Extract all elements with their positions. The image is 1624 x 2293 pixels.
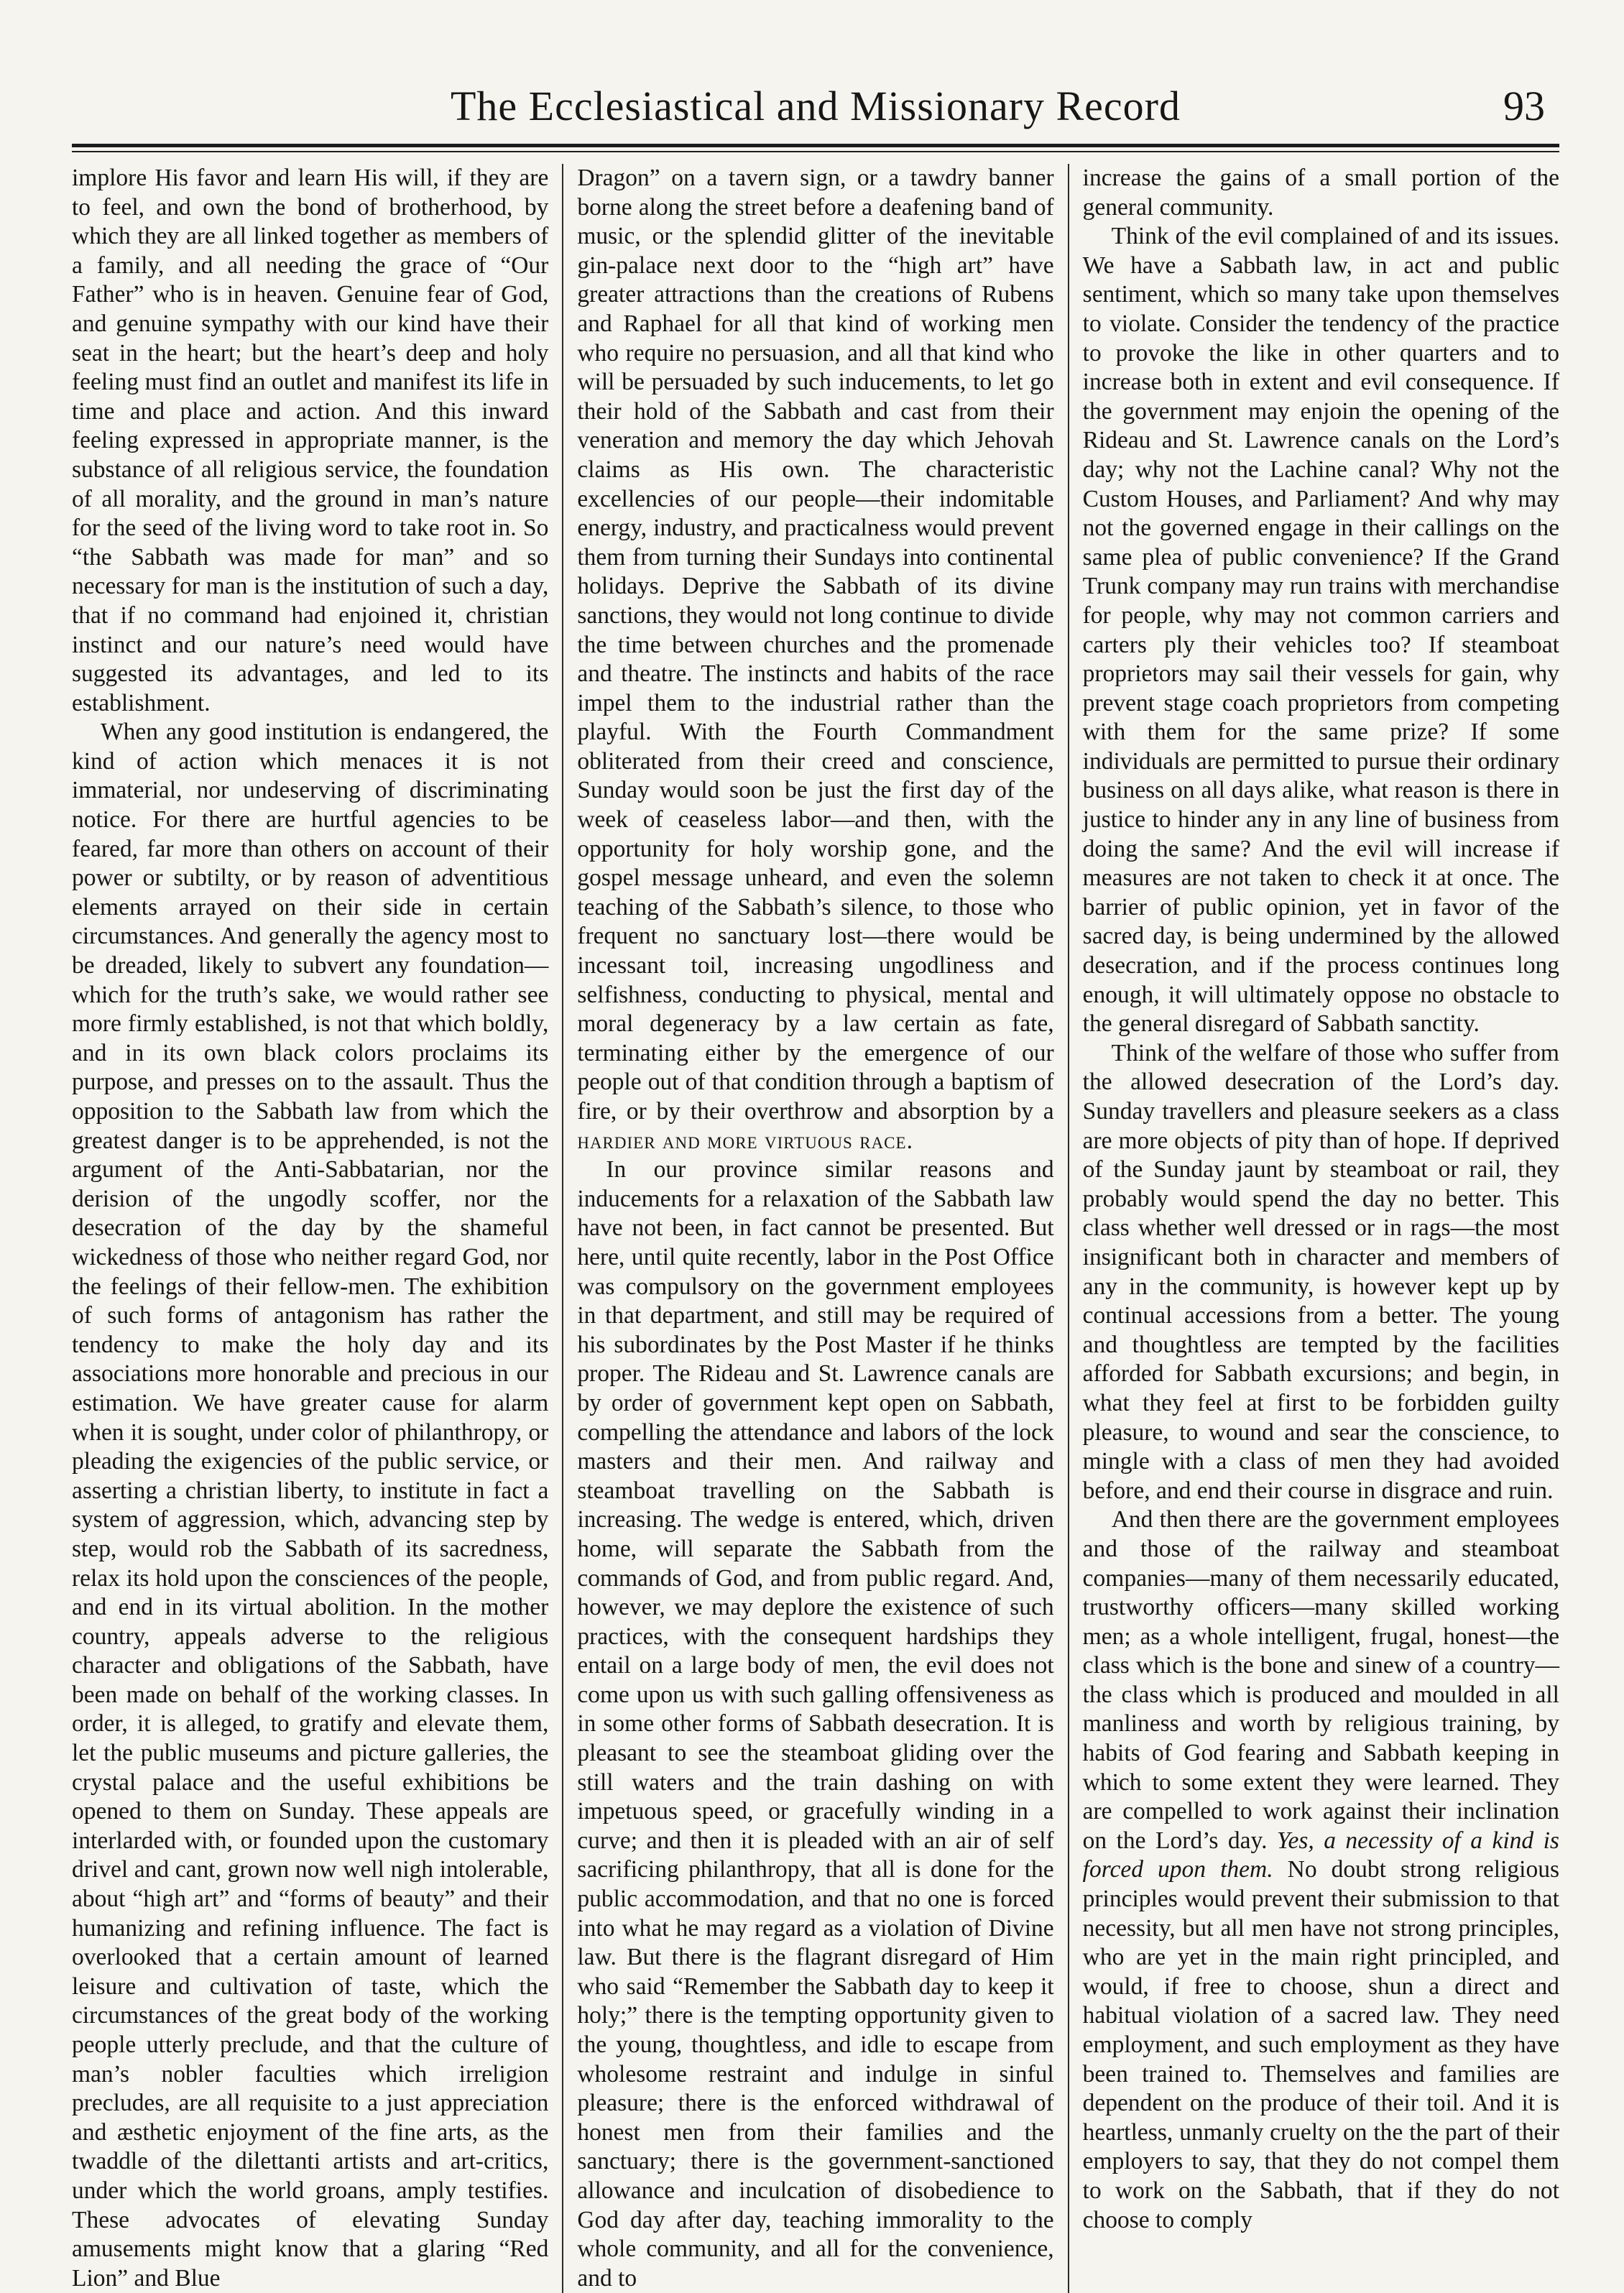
paragraph: Think of the welfare of those who suffer from the allowed desecration of the Lord’s day. Sunday travellers and pleasure seekers as a class are more objects of pity than of hope. If deprived of the Sunday jaunt by steamboat or rail, they probably would spend the day no better. This class whether well dressed or in rags—the most insignificant both in character and members of any in the community, is however kept up by continual accessions from a better. The young and thoughtless are tempted by the facilities afforded for Sabbath excursions; and begin, in what they feel at first to be forbidden guilty pleasure, to wound and sear the conscience, to mingle with a class of men they had avoided before, and end their course in disgrace and ruin. [1082,1039,1559,1504]
paragraph-text: And then there are the government employees and those of the railway and steamboat companies—many of them necessarily educated, trustworthy officers—many skilled working men; as a whole intelligent, frugal, honest—the class which is the bone and sinew of a country—the class which is produced and moulded in all manliness and worth by religious training, by habits of God fearing and Sabbath keeping in which to some extent they were learned. They are compelled to work against their inclination on the Lord’s day. [1082,1506,1559,1854]
paragraph: implore His favor and learn His will, if they are to feel, and own the bond of brotherhood, by which they are all linked together as members of a family, and all needing the grace of “Our Father” who is in heaven. Genuine fear of God, and genuine sympathy with our kind have their seat in the heart; but the heart’s deep and holy feeling must find an outlet and manifest its life in time and place and action. And this inward feeling expressed in appropriate manner, is the substance of all religious service, the foundation of all morality, and the ground in man’s nature for the seed of the living word to take root in. So “the Sabbath was made for man” and so necessary for man is the institution of such a day, that if no command had enjoined it, christian instinct and our nature’s need would have suggested its advantages, and led to its establishment. [72,165,549,716]
text-columns [72,164,1559,2292]
paragraph: increase the gains of a small portion of the general community. [1082,165,1559,221]
paragraph: Think of the evil complained of and its issues. We have a Sabbath law, in act and public sentiment, which so many take upon themselves to violate. Consider the tendency of the practice to provoke the like in other quarters and to increase both in extent and evil consequence. If the government may enjoin the opening of the Rideau and St. Lawrence canals on the Lord’s day; why not the Lachine canal? Why not the Custom Houses, and Parliament? And why may not the governed engage in their callings on the same plea of public convenience? If the Grand Trunk company may run trains with merchandise for people, why may not common carriers and carters ply their vehicles too? If steamboat proprietors may sail their vessels for gain, why prevent stage coach proprietors from competing with them for the same prize? If some individuals are permitted to pursue their ordinary business on all days alike, what reason is there in justice to hinder any in any line of business from doing the same? And the evil will increase if measures are not taken to check it at once. The barrier of public opinion, yet in favor of the sacred day, is being undermined by the allowed desecration, and if the process continues long enough, it will ultimately oppose no obstacle to the general disregard of Sabbath sanctity. [1082,223,1559,1038]
paragraph [577,164,1053,1155]
column-right [1083,164,1559,2293]
paragraph: When any good institution is endangered, the kind of action which menaces it is not immaterial, nor undeserving of discriminating notice. For there are hurtful agencies to be feared, far more than others on account of their power or subtilty, or by reason of adventitious elements arrayed on their side in certain circumstances. And generally the agency most to be dreaded, likely to subvert any foundation—which for the truth’s sake, we would rather see more firmly established, is not that which boldly, and in its own black colors proclaims its purpose, and presses on to the assault. Thus the opposition to the Sabbath law from which the greatest danger is to be apprehended, is not the argument of the Anti-Sabbatarian, nor the derision of the ungodly scoffer, nor the desecration of the day by the shameful wickedness of those who neither regard God, nor the feelings of their fellow-men. The exhibition of such forms of antagonism has rather the tendency to make the holy day and its associations more honorable and precious in our estimation. We have greater cause for alarm when it is sought, under color of philanthropy, or pleading the exigencies of the public service, or asserting a christian liberty, to institute in fact a system of aggression, which, advancing step by step, would rob the Sabbath of its sacredness, relax its hold upon the consciences of the people, and end in its virtual abolition. In the mother country, appeals adverse to the religious character and obligations of the Sabbath, have been made on behalf of the working classes. In order, it is alleged, to gratify and elevate them, let the public museums and picture galleries, the crystal palace and the useful exhibitions be opened to them on Sunday. These appeals are interlarded with, or founded upon the customary drivel and cant, grown now well nigh intolerable, about “high art” and “forms of beauty” and their humanizing and refining influence. The fact is overlooked that a certain amount of learned leisure and cultivation of taste, which the circumstances of the great body of the working people utterly preclude, and that the culture of man’s nobler faculties which irreligion precludes, are all requisite to a just appreciation and æsthetic enjoyment of the fine arts, as the twaddle of the dilettanti artists and art-critics, under which the world groans, amply testifies. These advocates of elevating Sunday amusements might know that a glaring “Red Lion” and Blue [72,719,549,2292]
page-header [72,79,1559,134]
paragraph-text: Dragon” on a tavern sign, or a tawdry banner borne along the street before a deafening band of music, or the splendid glitter of the inevitable gin-palace next door to the “high art” have greater attractions than the creations of Rubens and Raphael for all that kind of working men who require no persuasion, and all that kind who will be persuaded by such inducements, to let go their hold of the Sabbath and cast from their veneration and memory the day which Jehovah claims as His own. The characteristic excellencies of our people—their indomitable energy, industry, and practicalness would prevent them from turning their Sundays into continental holidays. Deprive the Sabbath of its divine sanctions, they would not long continue to divide the time between churches and the promenade and theatre. The instincts and habits of the race impel them to the industrial rather than the playful. With the Fourth Commandment obliterated from their creed and conscience, Sunday would soon be just the first day of the week of ceaseless labor—and then, with the opportunity for holy worship gone, and the gospel message unheard, and even the solemn teaching of the Sabbath’s silence, to those who frequent no sanctuary lost—there would be incessant toil, increasing ungodliness and selfishness, conducting to physical, mental and moral degeneracy by a law certain as fate, terminating either by the emergence of our people out of that condition through a baptism of fire, or by their overthrow and absorption by a [577,165,1054,1125]
column-middle [577,164,1053,2293]
small-caps-phrase: hardier and more virtuous race. [577,1127,913,1154]
paragraph-text: No doubt strong religious principles would prevent their submission to that necessity, but all men have not strong principles, who are yet in the main right principled, and would, if free to choose, shun a direct and habitual violation of a sacred law. They need employment, and such employment as they have been trained to. Themselves and families are dependent on the produce of their toil. And it is heartless, unmanly cruelty on the the part of their employers to say, that they do not compel them to work on the Sabbath, that if they do not choose to comply [1082,1856,1559,2233]
italic-phrase: Yes, a necessity of a kind is forced upon them. [1082,1827,1559,1883]
running-title: The Ecclesiastical and Missionary Record [450,83,1181,129]
column-left [72,164,548,2293]
header-rule-thin [72,151,1559,152]
header-rule-thick [72,144,1559,147]
page-number: 93 [1503,83,1545,129]
paragraph: In our province similar reasons and inducements for a relaxation of the Sabbath law have not been, in fact cannot be presented. But here, until quite recently, labor in the Post Office was compulsory on the government employees in that department, and still may be required of his subordinates by the Post Master if he thinks proper. The Rideau and St. Lawrence canals are by order of government kept open on Sabbath, compelling the attendance and labors of the lock masters and their men. And railway and steamboat travelling on the Sabbath is increasing. The wedge is entered, which, driven home, will separate the Sabbath from the commands of God, and from public regard. And, however, we may deplore the existence of such practices, with the consequent hardships they entail on a large body of men, the evil does not come upon us with such galling offensiveness as in some other forms of Sabbath desecration. It is pleasant to see the steamboat gliding over the still waters and the train dashing on with impetuous speed, or gracefully winding in a curve; and then it is pleaded with an air of self sacrificing philanthropy, that all is done for the public accommodation, and that no one is forced into what he may regard as a violation of Divine law. But there is the flagrant disregard of Him who said “Remember the Sabbath day to keep it holy;” there is the tempting opportunity given to the young, thoughtless, and idle to escape from wholesome restraint and indulge in sinful pleasure; there is the enforced withdrawal of honest men from their families and the sanctuary; there is the government-sanctioned allowance and inculcation of disobedience to God day after day, teaching immorality to the whole community, and all for the convenience, and to [577,1156,1054,2292]
paragraph [1083,1505,1559,2235]
